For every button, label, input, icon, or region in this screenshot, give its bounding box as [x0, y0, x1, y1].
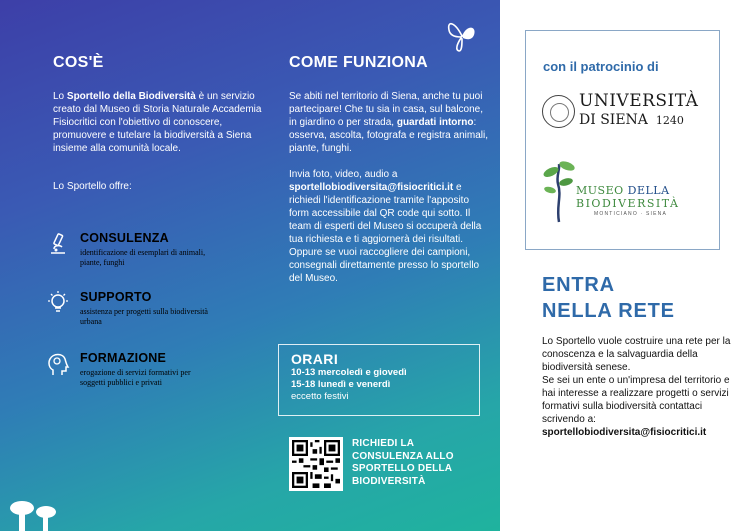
come-funziona-steps: Invia foto, video, audio a sportellobiodiversita@fisiocritici.it e richiedi l'identificazione tramite l'apposito form accessibile dal QR code qui sotto. Il team di esperti del Museo si occuperà della tua richiesta e ti aggiornerà dei risultati. Oppure se vuoi raccogliere dei campioni, consegnali direttamente presso lo sportello del Museo.	[289, 169, 482, 284]
butterfly-icon	[445, 18, 479, 54]
university-siena-logo	[542, 91, 712, 131]
qr-code-icon	[292, 440, 340, 488]
come-funziona-title: COME FUNZIONA	[289, 54, 429, 71]
offre-label: Lo Sportello offre:	[53, 181, 132, 192]
service-description: identificazione di esemplari di animali, piante, funghi	[80, 248, 206, 267]
qr-code[interactable]	[289, 437, 343, 491]
cose-description: Lo Sportello della Biodiversità è un servizio creato dal Museo di Storia Naturale Accademia Fisiocritici con l'obiettivo di conoscere, promuovere e tutelare la biodiversità a Siena insieme alla comunità locale.	[53, 91, 262, 154]
patrocinio-box	[525, 30, 720, 250]
service-title: CONSULENZA	[80, 231, 169, 245]
come-funziona-column	[289, 54, 489, 285]
service-title: FORMAZIONE	[80, 351, 167, 365]
plant-icon	[542, 156, 576, 224]
orari-box	[278, 344, 480, 416]
orari-line: 10-13 mercoledì e giovedì	[291, 367, 407, 378]
patrocinio-label: con il patrocinio di	[543, 59, 659, 74]
contact-email-link[interactable]: sportellobiodiversita@fisiocritici.it	[542, 427, 707, 438]
microscope-icon	[45, 231, 71, 257]
email-link[interactable]: sportellobiodiversita@fisiocritici.it	[289, 182, 454, 193]
service-description: assistenza per progetti sulla biodiversità urbana	[80, 307, 208, 326]
title-line: NELLA RETE	[542, 300, 675, 322]
university-seal-icon	[542, 95, 575, 128]
service-title: SUPPORTO	[80, 290, 152, 304]
qr-call-to-action: RICHIEDI LA CONSULENZA ALLO SPORTELLO DELLA BIODIVERSITÀ	[352, 438, 454, 487]
body-paragraph: Lo Sportello vuole costruire una rete per la conoscenza e la salvaguardia della biodiversità senese.	[542, 336, 731, 373]
service-description: erogazione di servizi formativi per soggetti pubblici e privati	[80, 368, 191, 387]
orari-line: eccetto festivi	[291, 391, 349, 402]
title-line: ENTRA	[542, 274, 615, 296]
entra-nella-rete-title	[542, 272, 675, 324]
orari-title: ORARI	[291, 351, 339, 367]
logo-text: UNIVERSITÀ	[579, 91, 699, 111]
logo-text: MUSEO DELLA	[576, 184, 670, 197]
head-gears-icon	[45, 351, 71, 377]
logo-text: MONTICIANO · SIENA	[594, 211, 667, 217]
cose-column	[53, 54, 263, 192]
orari-line: 15-18 lunedì e venerdì	[291, 379, 391, 390]
lightbulb-icon	[45, 290, 71, 316]
body-paragraph: Se sei un ente o un'impresa del territorio e hai interesse a realizzare progetti o servizi formativi sulla biodiversità contattaci scrivendo a:	[542, 375, 730, 425]
logo-text: DI SIENA 1240	[579, 112, 684, 128]
museo-biodiversita-logo	[542, 156, 712, 226]
logo-text: BIODIVERSITÀ	[576, 197, 680, 210]
entra-nella-rete-body	[542, 335, 732, 439]
come-funziona-intro: Se abiti nel territorio di Siena, anche tu puoi partecipare! Che tu sia in casa, sul balcone, in giardino o per strada, guardati intorno: osserva, ascolta, fotografa e registra animali, piante, funghi.	[289, 91, 488, 154]
mushroom-icon	[6, 496, 66, 531]
cose-title: COS'È	[53, 54, 104, 71]
